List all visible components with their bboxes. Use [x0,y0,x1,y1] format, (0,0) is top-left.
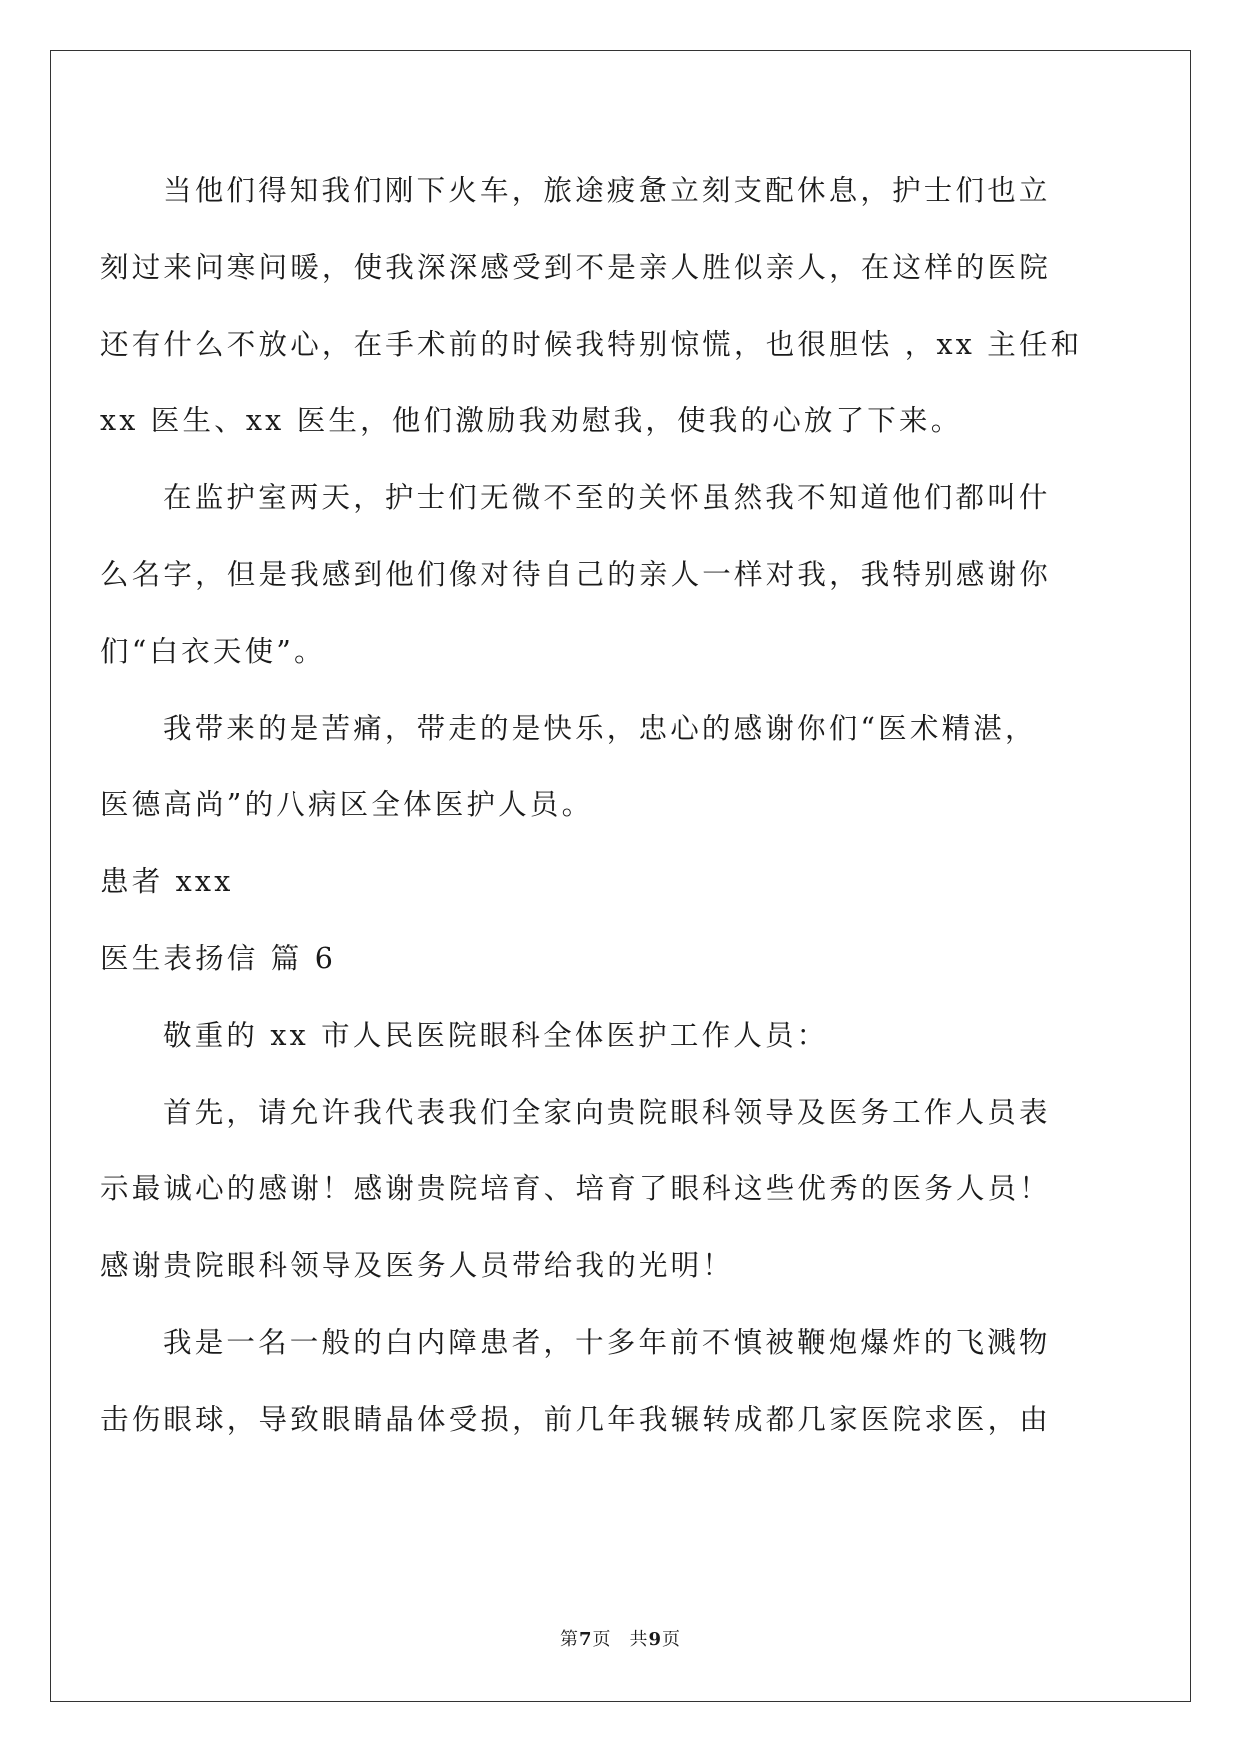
signature-line: 患者 xxx [100,865,234,899]
total-prefix: 共 [629,1629,649,1650]
text-line: 当他们得知我们刚下火车，旅途疲惫立刻支配休息，护士们也立 [163,174,1051,207]
text-line: 刻过来问寒问暖，使我深深感受到不是亲人胜似亲人，在这样的医院 [100,250,1052,284]
text-line: 还有什么不放心，在手术前的时候我特别惊慌，也很胆怯 ，xx 主任和 [100,327,1083,361]
page-footer [0,1629,1241,1651]
text-line: 么名字，但是我感到他们像对待自己的亲人一样对我，我特别感谢你 [100,557,1052,591]
salutation-line: 敬重的 xx 市人民医院眼科全体医护工作人员： [163,1018,829,1052]
page-suffix: 页 [592,1629,612,1650]
text-line: xx 医生、xx 医生，他们激励我劝慰我，使我的心放了下来。 [100,404,963,438]
text-line: 我带来的是苦痛，带走的是快乐，忠心的感谢你们“医术精湛， [163,711,1037,745]
current-page-number: 7 [578,1629,593,1650]
text-line: 在监护室两天，护士们无微不至的关怀虽然我不知道他们都叫什 [163,481,1051,515]
text-line: 们“白衣天使”。 [100,634,326,668]
total-suffix: 页 [662,1629,682,1650]
text-line: 击伤眼球，导致眼睛晶体受损，前几年我辗转成都几家医院求医，由 [100,1402,1052,1436]
total-page-number: 9 [648,1629,663,1650]
section-heading: 医生表扬信 篇 6 [100,941,337,975]
document-body [100,162,1083,1468]
text-line: 医德高尚”的八病区全体医护人员。 [100,788,594,822]
page-prefix: 第 [559,1629,579,1650]
text-line: 首先，请允许我代表我们全家向贵院眼科领导及医务工作人员表 [163,1095,1051,1129]
text-line: 示最诚心的感谢！感谢贵院培育、培育了眼科这些优秀的医务人员！ [100,1172,1052,1206]
text-line: 感谢贵院眼科领导及医务人员带给我的光明！ [100,1249,735,1283]
text-line: 我是一名一般的白内障患者，十多年前不慎被鞭炮爆炸的飞溅物 [163,1325,1051,1359]
